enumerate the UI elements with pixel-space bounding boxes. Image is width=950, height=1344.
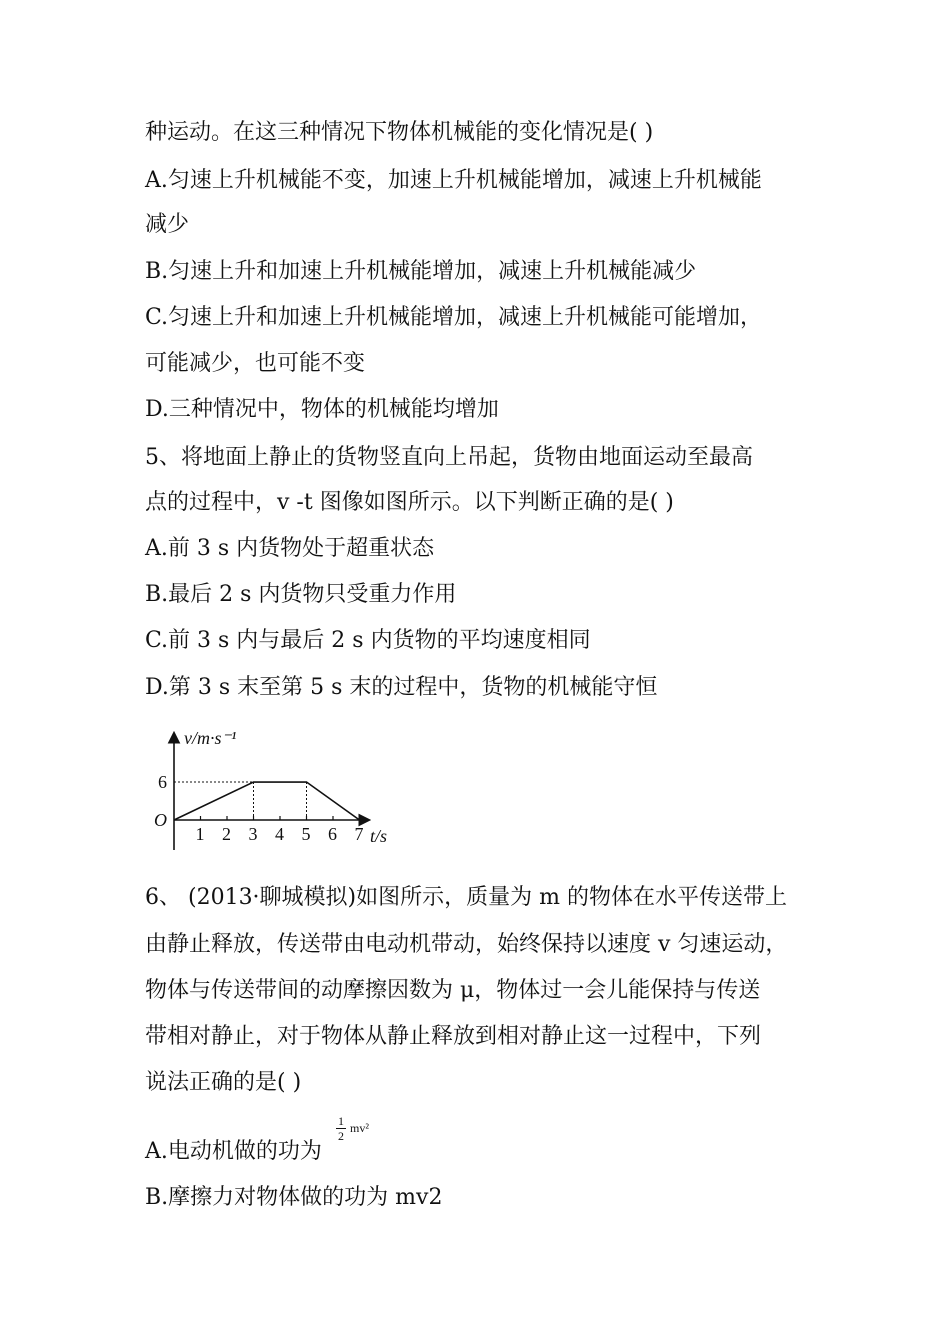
series-line — [174, 782, 360, 820]
question-6-stem: 6、 (2013·聊城模拟)如图所示，质量为 m 的物体在水平传送带上 — [145, 885, 787, 910]
option-c-q4: C.匀速上升和加速上升机械能增加，减速上升机械能可能增加， — [145, 305, 763, 330]
text-line: 种运动。在这三种情况下物体机械能的变化情况是( ) — [145, 120, 654, 145]
text-line: 带相对静止，对于物体从静止释放到相对静止这一过程中，下列 — [145, 1024, 762, 1049]
text-line: 减少 — [145, 212, 190, 237]
x-tick-label: 7 — [354, 824, 364, 844]
fraction-tail: mv² — [350, 1121, 369, 1135]
option-d-q4: D.三种情况中，物体的机械能均增加 — [145, 397, 499, 422]
fraction-one-half — [336, 1115, 346, 1142]
x-tick-label: 6 — [328, 824, 337, 844]
fraction-numerator: 1 — [338, 1114, 344, 1128]
option-b-q4: B.匀速上升和加速上升机械能增加，减速上升机械能减少 — [145, 259, 697, 284]
text-line: 可能减少，也可能不变 — [145, 351, 366, 376]
option-d-q5: D.第 3 s 末至第 5 s 末的过程中，货物的机械能守恒 — [145, 675, 658, 700]
origin-label: O — [154, 810, 167, 830]
x-tick-label: 2 — [222, 824, 231, 844]
option-b-q6: B.摩擦力对物体做的功为 mv2 — [145, 1185, 443, 1210]
question-5-stem: 5、将地面上静止的货物竖直向上吊起，货物由地面运动至最高 — [145, 445, 753, 470]
text-line: 由静止释放，传送带由电动机带动，始终保持以速度 v 匀速运动， — [145, 932, 788, 957]
y-tick-label: 6 — [158, 772, 167, 793]
text-line: 点的过程中，v -t 图像如图所示。以下判断正确的是( ) — [145, 490, 674, 515]
x-axis-label: t/s — [370, 826, 388, 846]
vt-graph — [140, 720, 400, 860]
y-axis-label: v/m·s⁻¹ — [184, 728, 237, 748]
x-tick-label: 5 — [301, 824, 311, 844]
x-tick-label: 1 — [195, 824, 205, 844]
option-b-q5: B.最后 2 s 内货物只受重力作用 — [145, 582, 457, 607]
option-a-q6: A.电动机做的功为 — [145, 1139, 322, 1164]
option-c-q5: C.前 3 s 内与最后 2 s 内货物的平均速度相同 — [145, 628, 591, 653]
option-a-q4: A.匀速上升机械能不变，加速上升机械能增加，减速上升机械能 — [145, 168, 762, 193]
text-line: 说法正确的是( ) — [145, 1070, 302, 1095]
x-tick-label: 3 — [248, 824, 258, 844]
x-tick-label: 4 — [275, 824, 284, 844]
fraction-denominator: 2 — [338, 1129, 344, 1143]
option-a-q5: A.前 3 s 内货物处于超重状态 — [145, 536, 435, 561]
text-line: 物体与传送带间的动摩擦因数为 μ，物体过一会儿能保持与传送 — [145, 978, 761, 1003]
